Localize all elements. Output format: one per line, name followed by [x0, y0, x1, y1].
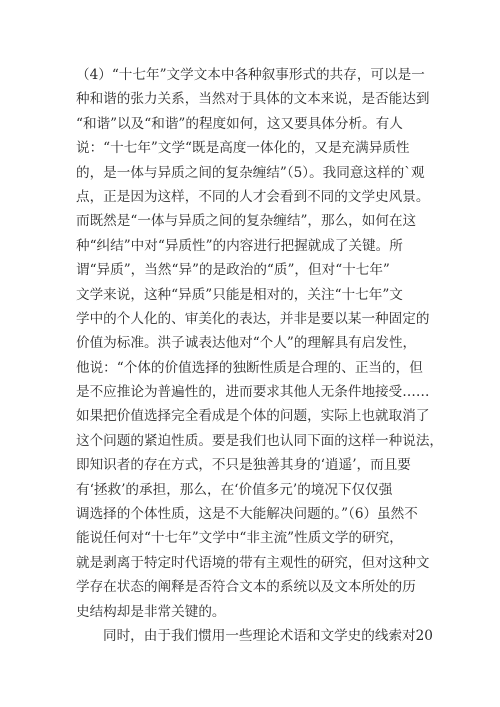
- paragraph-line: 种“纠结”中对“异质性”的内容进行把握就成了关键。所: [76, 237, 403, 254]
- next-paragraph-line: 同时，由于我们惯用一些理论术语和文学史的线索对20: [103, 627, 433, 644]
- paragraph-line: 价值为标准。洪子诚表达他对“个人”的理解具有启发性，: [76, 335, 417, 352]
- paragraph-line: 有‘拯救’的承担，那么，在‘价值多元’的境况下仅仅强: [76, 481, 393, 498]
- body-text: [76, 63, 444, 648]
- paragraph-line: 这个问题的紧迫性质。要是我们也认同下面的这样一种说法，: [76, 432, 444, 449]
- paragraph-line: 如果把价值选择完全看成是个体的问题，实际上也就取消了: [76, 408, 430, 425]
- paragraph-line: “和谐”以及“和谐”的程度如何，这又要具体分析。有人: [76, 115, 403, 132]
- paragraph-line: 学存在状态的阐释是否符合文本的系统以及文本所处的历: [76, 579, 416, 596]
- paragraph-line: 的，是一体与异质之间的复杂缠结”（5）。我同意这样的`观: [76, 164, 425, 181]
- paragraph-line: （4）“十七年”文学文本中各种叙事形式的共存，可以是一: [76, 67, 425, 83]
- paragraph-line: 即知识者的存在方式，不只是独善其身的‘逍遥’，而且要: [76, 457, 411, 474]
- paragraph-line: 史结构却是非常关键的。: [76, 603, 226, 620]
- paragraph-line: 调选择的个体性质，这是不大能解决问题的。”（6）虽然不: [76, 506, 418, 523]
- paragraph-line: 能说任何对“十七年”文学中“非主流”性质文学的研究，: [76, 530, 403, 547]
- paragraph-line: 说：“十七年”文学“既是高度一体化的，又是充满异质性: [76, 140, 410, 157]
- paragraph-line: 种和谐的张力关系，当然对于具体的文本来说，是否能达到: [76, 91, 430, 108]
- paragraph-line: 而既然是“一体与异质之间的复杂缠结”，那么，如何在这: [76, 213, 417, 230]
- paragraph-line: 谓“异质”，当然“异”的是政治的“质”，但对“十七年”: [76, 262, 390, 279]
- paragraph-line: 就是剥离于特定时代语境的带有主观性的研究，但对这种文: [76, 554, 430, 571]
- paragraph-line: 文学来说，这种“异质”只能是相对的，关注“十七年”文: [76, 286, 403, 303]
- paragraph-line: 点，正是因为这样，不同的人才会看到不同的文学史风景。: [76, 188, 430, 205]
- paragraph-line: 学中的个人化的、审美化的表达，并非是要以某一种固定的: [76, 310, 430, 327]
- paragraph-line: 是不应推论为普遍性的，进而要求其他人无条件地接受……: [76, 384, 430, 401]
- paragraph-line: 他说：“个体的价值选择的独断性质是合理的、正当的，但: [76, 359, 423, 376]
